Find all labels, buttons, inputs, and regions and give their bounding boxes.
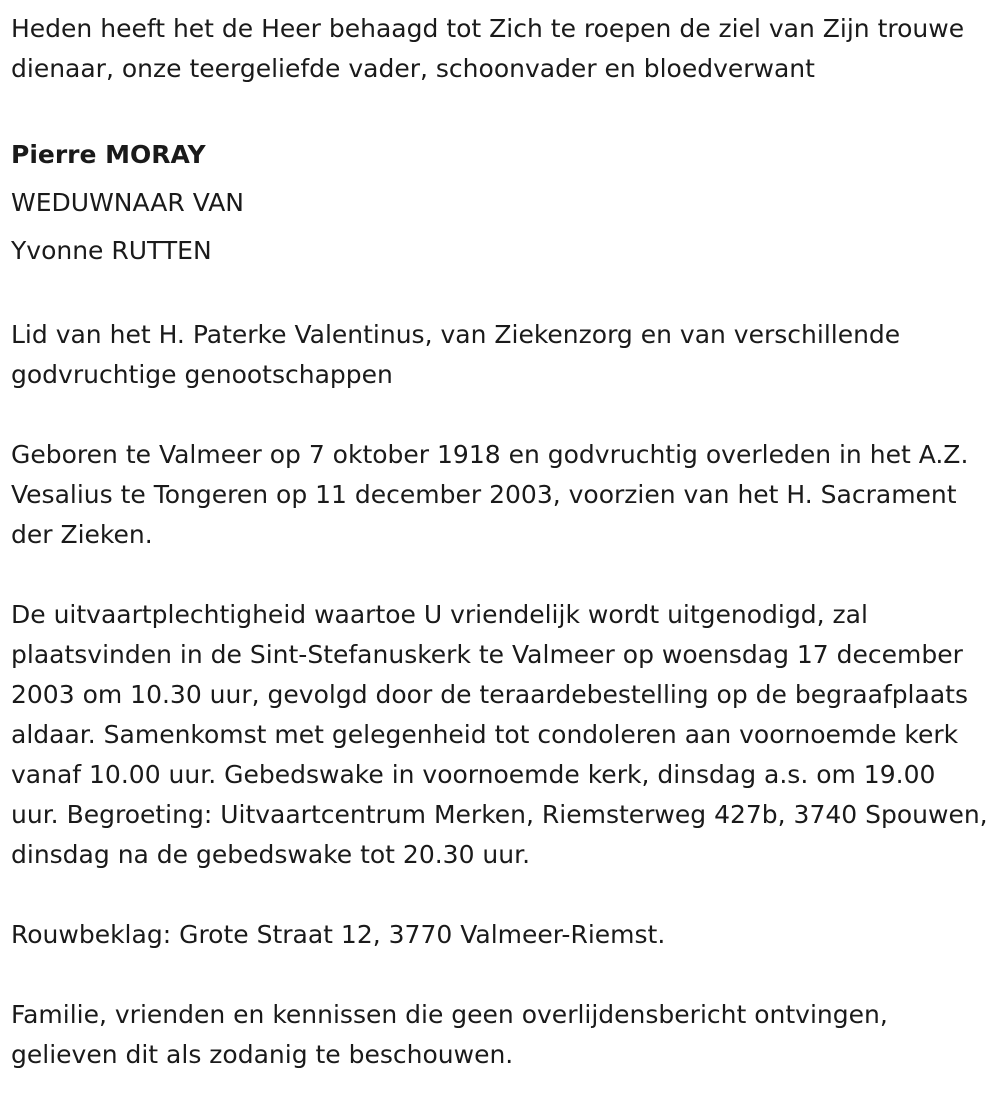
funeral-paragraph: De uitvaartplechtigheid waartoe U vriendelijk wordt uitgenodigd, zal plaatsvinden in de Sint-Stefanuskerk te Valmeer op woensdag 17 december 2003 om 10.30 uur, gevolgd door de teraardebestelling op de begraafplaats aldaar. Samenkomst met gelegenheid tot condoleren aan voornoemde kerk vanaf 10.00 uur. Gebedswake in voornoemde kerk, dinsdag a.s. om 19.00 uur. Begroeting: Uitvaartcentrum Merken, Riemsterweg 427b, 3740 Spouwen, dinsdag na de gebedswake tot 20.30 uur. [11,600,988,869]
closing-paragraph: Familie, vrienden en kennissen die geen overlijdensbericht ontvingen, gelieven dit als zodanig te beschouwen. [11,1000,888,1069]
birth-death-paragraph: Geboren te Valmeer op 7 oktober 1918 en godvruchtig overleden in het A.Z. Vesalius te Tongeren op 11 december 2003, voorzien van het H. Sacrament der Zieken. [11,440,969,549]
membership-paragraph: Lid van het H. Paterke Valentinus, van Ziekenzorg en van verschillende godvruchtige genootschappen [11,320,901,389]
intro-paragraph: Heden heeft het de Heer behaagd tot Zich te roepen de ziel van Zijn trouwe dienaar, onze teergeliefde vader, schoonvader en bloedverwant [11,14,965,83]
spouse-name: Yvonne RUTTEN [11,236,212,265]
condolence-address: Rouwbeklag: Grote Straat 12, 3770 Valmeer-Riemst. [11,920,666,949]
names-block [11,129,990,275]
widower-of-label: WEDUWNAAR VAN [11,188,245,217]
deceased-name: Pierre MORAY [11,140,206,169]
